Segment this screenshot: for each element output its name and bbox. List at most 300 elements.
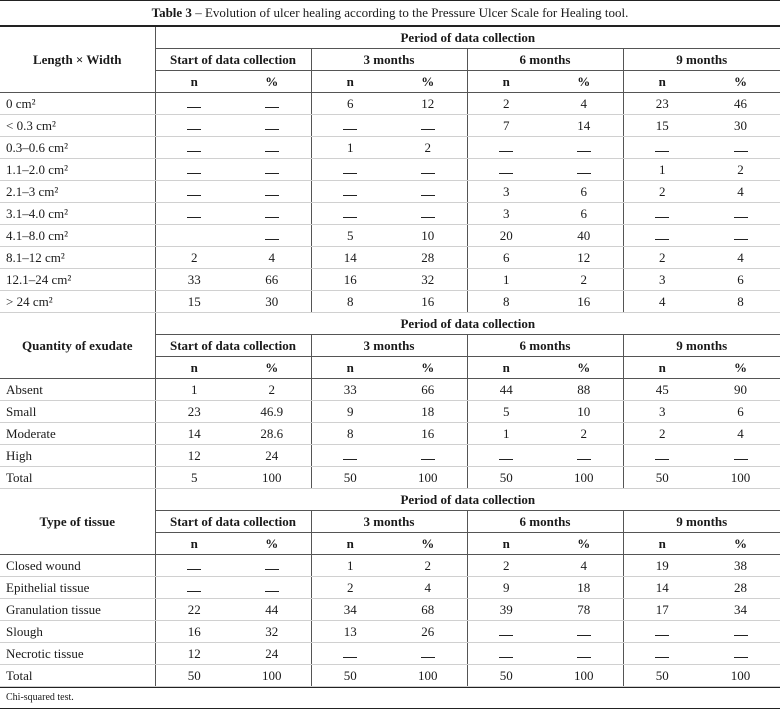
percent-cell: 44	[233, 599, 311, 621]
n-cell: 13	[311, 621, 389, 643]
table-row	[0, 401, 780, 423]
n-cell: 1	[467, 423, 545, 445]
n-cell: 5	[155, 467, 233, 489]
empty-dash	[421, 159, 435, 174]
percent-cell	[701, 203, 780, 225]
n-cell: 50	[467, 665, 545, 687]
percent-cell: 66	[233, 269, 311, 291]
n-cell: 6	[311, 93, 389, 115]
empty-dash	[187, 181, 201, 196]
row-label: 2.1–3 cm²	[0, 181, 155, 203]
n-cell: 33	[155, 269, 233, 291]
percent-cell: 6	[701, 401, 780, 423]
n-cell	[623, 137, 701, 159]
percent-cell: 12	[389, 93, 467, 115]
table-row	[0, 665, 780, 687]
percent-cell	[389, 181, 467, 203]
n-cell: 39	[467, 599, 545, 621]
empty-dash	[265, 225, 279, 240]
table-footnote: Chi-squared test.	[0, 687, 780, 709]
percent-header: %	[233, 533, 311, 555]
percent-cell: 68	[389, 599, 467, 621]
row-label: Granulation tissue	[0, 599, 155, 621]
row-label: Moderate	[0, 423, 155, 445]
empty-dash	[655, 445, 669, 460]
empty-dash	[734, 225, 748, 240]
n-cell: 3	[467, 181, 545, 203]
percent-cell: 30	[701, 115, 780, 137]
percent-header: %	[233, 71, 311, 93]
percent-header: %	[389, 357, 467, 379]
empty-dash	[265, 115, 279, 130]
percent-cell: 100	[233, 467, 311, 489]
n-cell: 8	[311, 291, 389, 313]
table-row	[0, 137, 780, 159]
percent-cell: 16	[545, 291, 623, 313]
empty-dash	[343, 445, 357, 460]
empty-dash	[343, 159, 357, 174]
row-label: 12.1–24 cm²	[0, 269, 155, 291]
table-caption	[0, 0, 780, 26]
percent-cell: 2	[389, 137, 467, 159]
percent-cell	[389, 115, 467, 137]
table-row	[0, 269, 780, 291]
percent-cell: 10	[545, 401, 623, 423]
empty-dash	[421, 181, 435, 196]
percent-cell	[389, 203, 467, 225]
percent-cell	[233, 555, 311, 577]
table-row	[0, 225, 780, 247]
n-cell	[623, 643, 701, 665]
percent-cell: 100	[701, 467, 780, 489]
n-cell	[155, 225, 233, 247]
n-cell: 23	[623, 93, 701, 115]
percent-cell: 34	[701, 599, 780, 621]
empty-dash	[265, 181, 279, 196]
table-caption-label: Table 3	[151, 5, 192, 20]
percent-cell: 2	[701, 159, 780, 181]
percent-cell: 32	[389, 269, 467, 291]
n-cell: 1	[311, 555, 389, 577]
section-title: Length × Width	[0, 27, 155, 93]
percent-cell: 4	[389, 577, 467, 599]
percent-cell: 2	[545, 269, 623, 291]
percent-cell: 26	[389, 621, 467, 643]
n-cell: 1	[467, 269, 545, 291]
empty-dash	[265, 159, 279, 174]
n-cell	[311, 445, 389, 467]
empty-dash	[499, 137, 513, 152]
percent-cell	[233, 577, 311, 599]
n-cell: 17	[623, 599, 701, 621]
n-header: n	[623, 533, 701, 555]
row-label: Small	[0, 401, 155, 423]
percent-cell: 100	[701, 665, 780, 687]
table-row	[0, 203, 780, 225]
table-row	[0, 577, 780, 599]
empty-dash	[655, 643, 669, 658]
row-label: Total	[0, 665, 155, 687]
percent-header: %	[233, 357, 311, 379]
percent-cell: 6	[545, 203, 623, 225]
table-row	[0, 93, 780, 115]
n-cell: 44	[467, 379, 545, 401]
row-label: 1.1–2.0 cm²	[0, 159, 155, 181]
percent-cell	[233, 225, 311, 247]
period-label: 9 months	[623, 49, 780, 71]
percent-cell: 4	[545, 93, 623, 115]
empty-dash	[655, 137, 669, 152]
percent-cell: 100	[545, 467, 623, 489]
empty-dash	[655, 621, 669, 636]
n-cell: 12	[155, 643, 233, 665]
n-cell: 1	[155, 379, 233, 401]
n-cell: 2	[623, 181, 701, 203]
percent-cell: 12	[545, 247, 623, 269]
percent-cell: 6	[545, 181, 623, 203]
percent-cell: 2	[233, 379, 311, 401]
row-label: 8.1–12 cm²	[0, 247, 155, 269]
percent-cell: 16	[389, 423, 467, 445]
empty-dash	[343, 115, 357, 130]
n-cell	[311, 643, 389, 665]
n-cell: 8	[467, 291, 545, 313]
empty-dash	[265, 137, 279, 152]
table-row	[0, 115, 780, 137]
percent-cell	[389, 445, 467, 467]
empty-dash	[265, 555, 279, 570]
percent-cell	[701, 621, 780, 643]
n-cell: 16	[311, 269, 389, 291]
percent-cell: 90	[701, 379, 780, 401]
n-cell: 2	[467, 555, 545, 577]
n-cell	[155, 93, 233, 115]
n-cell: 7	[467, 115, 545, 137]
percent-cell	[701, 225, 780, 247]
empty-dash	[577, 137, 591, 152]
section-header-row	[0, 489, 780, 511]
n-cell: 4	[623, 291, 701, 313]
percent-cell: 4	[233, 247, 311, 269]
percent-cell	[545, 621, 623, 643]
n-cell: 50	[467, 467, 545, 489]
percent-header: %	[701, 533, 780, 555]
n-cell: 9	[311, 401, 389, 423]
percent-cell: 24	[233, 445, 311, 467]
section-header-row	[0, 27, 780, 49]
percent-cell	[701, 137, 780, 159]
n-cell	[623, 445, 701, 467]
n-header: n	[311, 533, 389, 555]
percent-header: %	[545, 71, 623, 93]
empty-dash	[265, 577, 279, 592]
percent-cell: 66	[389, 379, 467, 401]
row-label: 0 cm²	[0, 93, 155, 115]
percent-cell: 14	[545, 115, 623, 137]
period-label: 6 months	[467, 49, 623, 71]
n-header: n	[155, 533, 233, 555]
period-label: Start of data collection	[155, 511, 311, 533]
empty-dash	[734, 621, 748, 636]
empty-dash	[187, 577, 201, 592]
empty-dash	[499, 643, 513, 658]
n-cell: 19	[623, 555, 701, 577]
empty-dash	[577, 159, 591, 174]
empty-dash	[734, 137, 748, 152]
percent-cell	[545, 643, 623, 665]
n-cell	[467, 137, 545, 159]
percent-cell	[233, 203, 311, 225]
percent-cell: 28.6	[233, 423, 311, 445]
n-cell	[467, 643, 545, 665]
n-cell: 9	[467, 577, 545, 599]
n-cell	[467, 621, 545, 643]
table-row	[0, 379, 780, 401]
n-cell: 14	[311, 247, 389, 269]
row-label: Total	[0, 467, 155, 489]
empty-dash	[734, 203, 748, 218]
n-cell: 6	[467, 247, 545, 269]
n-cell: 2	[623, 423, 701, 445]
n-cell: 14	[623, 577, 701, 599]
percent-cell	[389, 643, 467, 665]
empty-dash	[343, 181, 357, 196]
n-header: n	[467, 533, 545, 555]
percent-cell	[545, 445, 623, 467]
period-label: Start of data collection	[155, 49, 311, 71]
table-row	[0, 643, 780, 665]
n-cell	[155, 577, 233, 599]
section-title: Quantity of exudate	[0, 313, 155, 379]
percent-cell	[233, 93, 311, 115]
percent-cell: 28	[701, 577, 780, 599]
percent-cell: 28	[389, 247, 467, 269]
empty-dash	[265, 203, 279, 218]
percent-header: %	[701, 71, 780, 93]
n-cell	[467, 445, 545, 467]
n-cell: 15	[155, 291, 233, 313]
row-label: Necrotic tissue	[0, 643, 155, 665]
percent-cell: 16	[389, 291, 467, 313]
percent-cell: 4	[545, 555, 623, 577]
empty-dash	[187, 203, 201, 218]
table-body	[0, 27, 780, 687]
percent-cell: 100	[545, 665, 623, 687]
n-cell: 8	[311, 423, 389, 445]
percent-header: %	[545, 533, 623, 555]
percent-header: %	[389, 533, 467, 555]
n-header: n	[467, 357, 545, 379]
n-cell: 22	[155, 599, 233, 621]
empty-dash	[577, 445, 591, 460]
percent-header: %	[701, 357, 780, 379]
n-cell: 1	[623, 159, 701, 181]
row-label: > 24 cm²	[0, 291, 155, 313]
n-cell	[311, 181, 389, 203]
period-label: 9 months	[623, 511, 780, 533]
percent-cell	[233, 159, 311, 181]
n-cell	[155, 159, 233, 181]
percent-cell: 46	[701, 93, 780, 115]
percent-cell: 8	[701, 291, 780, 313]
empty-dash	[499, 445, 513, 460]
empty-dash	[265, 93, 279, 108]
percent-cell	[701, 445, 780, 467]
n-cell: 3	[467, 203, 545, 225]
percent-cell: 38	[701, 555, 780, 577]
percent-cell: 46.9	[233, 401, 311, 423]
percent-cell: 100	[389, 467, 467, 489]
percent-cell: 2	[389, 555, 467, 577]
n-cell	[311, 115, 389, 137]
percent-cell: 100	[389, 665, 467, 687]
period-label: 3 months	[311, 335, 467, 357]
percent-cell: 18	[545, 577, 623, 599]
row-label: < 0.3 cm²	[0, 115, 155, 137]
empty-dash	[343, 643, 357, 658]
empty-dash	[655, 203, 669, 218]
n-cell: 16	[155, 621, 233, 643]
row-label: 3.1–4.0 cm²	[0, 203, 155, 225]
percent-cell: 78	[545, 599, 623, 621]
n-header: n	[623, 357, 701, 379]
n-cell: 50	[311, 665, 389, 687]
empty-dash	[187, 93, 201, 108]
n-cell: 33	[311, 379, 389, 401]
row-label: Slough	[0, 621, 155, 643]
row-label: Absent	[0, 379, 155, 401]
n-cell: 2	[623, 247, 701, 269]
period-header: Period of data collection	[155, 27, 780, 49]
period-label: 6 months	[467, 335, 623, 357]
n-cell	[623, 203, 701, 225]
period-label: 3 months	[311, 49, 467, 71]
period-header: Period of data collection	[155, 313, 780, 335]
percent-cell: 32	[233, 621, 311, 643]
n-cell: 2	[311, 577, 389, 599]
row-label: Closed wound	[0, 555, 155, 577]
empty-dash	[577, 643, 591, 658]
empty-dash	[187, 115, 201, 130]
n-cell: 5	[467, 401, 545, 423]
percent-cell: 4	[701, 181, 780, 203]
n-cell: 14	[155, 423, 233, 445]
percent-cell	[545, 159, 623, 181]
n-cell: 5	[311, 225, 389, 247]
percent-header: %	[389, 71, 467, 93]
n-cell	[155, 555, 233, 577]
percent-cell: 88	[545, 379, 623, 401]
n-cell: 50	[311, 467, 389, 489]
percent-cell: 2	[545, 423, 623, 445]
n-cell	[155, 137, 233, 159]
empty-dash	[655, 225, 669, 240]
section-title: Type of tissue	[0, 489, 155, 555]
percent-cell: 4	[701, 423, 780, 445]
n-cell	[155, 115, 233, 137]
row-label: Epithelial tissue	[0, 577, 155, 599]
percent-cell	[233, 115, 311, 137]
n-cell: 15	[623, 115, 701, 137]
table-row	[0, 247, 780, 269]
n-header: n	[467, 71, 545, 93]
n-header: n	[311, 357, 389, 379]
table-row	[0, 445, 780, 467]
empty-dash	[187, 137, 201, 152]
row-label: 0.3–0.6 cm²	[0, 137, 155, 159]
n-cell: 45	[623, 379, 701, 401]
ulcer-healing-table	[0, 26, 780, 687]
percent-cell: 6	[701, 269, 780, 291]
empty-dash	[187, 159, 201, 174]
table-row	[0, 291, 780, 313]
percent-cell: 10	[389, 225, 467, 247]
empty-dash	[421, 115, 435, 130]
percent-cell: 40	[545, 225, 623, 247]
n-cell: 2	[467, 93, 545, 115]
n-cell: 2	[155, 247, 233, 269]
empty-dash	[187, 555, 201, 570]
table-row	[0, 555, 780, 577]
table-row	[0, 423, 780, 445]
n-cell	[623, 621, 701, 643]
table-row	[0, 599, 780, 621]
period-header: Period of data collection	[155, 489, 780, 511]
percent-cell	[389, 159, 467, 181]
n-header: n	[155, 71, 233, 93]
empty-dash	[499, 159, 513, 174]
n-cell: 23	[155, 401, 233, 423]
percent-cell	[233, 181, 311, 203]
percent-cell: 18	[389, 401, 467, 423]
n-cell: 50	[623, 665, 701, 687]
n-cell: 50	[623, 467, 701, 489]
n-cell: 20	[467, 225, 545, 247]
empty-dash	[577, 621, 591, 636]
percent-cell	[701, 643, 780, 665]
n-cell	[155, 181, 233, 203]
empty-dash	[421, 643, 435, 658]
table-row	[0, 181, 780, 203]
period-label: 9 months	[623, 335, 780, 357]
n-cell	[623, 225, 701, 247]
empty-dash	[734, 643, 748, 658]
n-cell: 3	[623, 269, 701, 291]
period-label: Start of data collection	[155, 335, 311, 357]
n-cell	[155, 203, 233, 225]
table-row	[0, 159, 780, 181]
n-cell	[311, 203, 389, 225]
percent-cell	[233, 137, 311, 159]
percent-cell: 30	[233, 291, 311, 313]
n-cell: 50	[155, 665, 233, 687]
n-header: n	[155, 357, 233, 379]
table-row	[0, 621, 780, 643]
n-header: n	[311, 71, 389, 93]
percent-cell: 100	[233, 665, 311, 687]
percent-header: %	[545, 357, 623, 379]
table-row	[0, 467, 780, 489]
percent-cell: 4	[701, 247, 780, 269]
empty-dash	[421, 445, 435, 460]
n-cell	[467, 159, 545, 181]
n-cell: 1	[311, 137, 389, 159]
period-label: 3 months	[311, 511, 467, 533]
empty-dash	[734, 445, 748, 460]
section-header-row	[0, 313, 780, 335]
n-cell	[311, 159, 389, 181]
n-cell: 34	[311, 599, 389, 621]
